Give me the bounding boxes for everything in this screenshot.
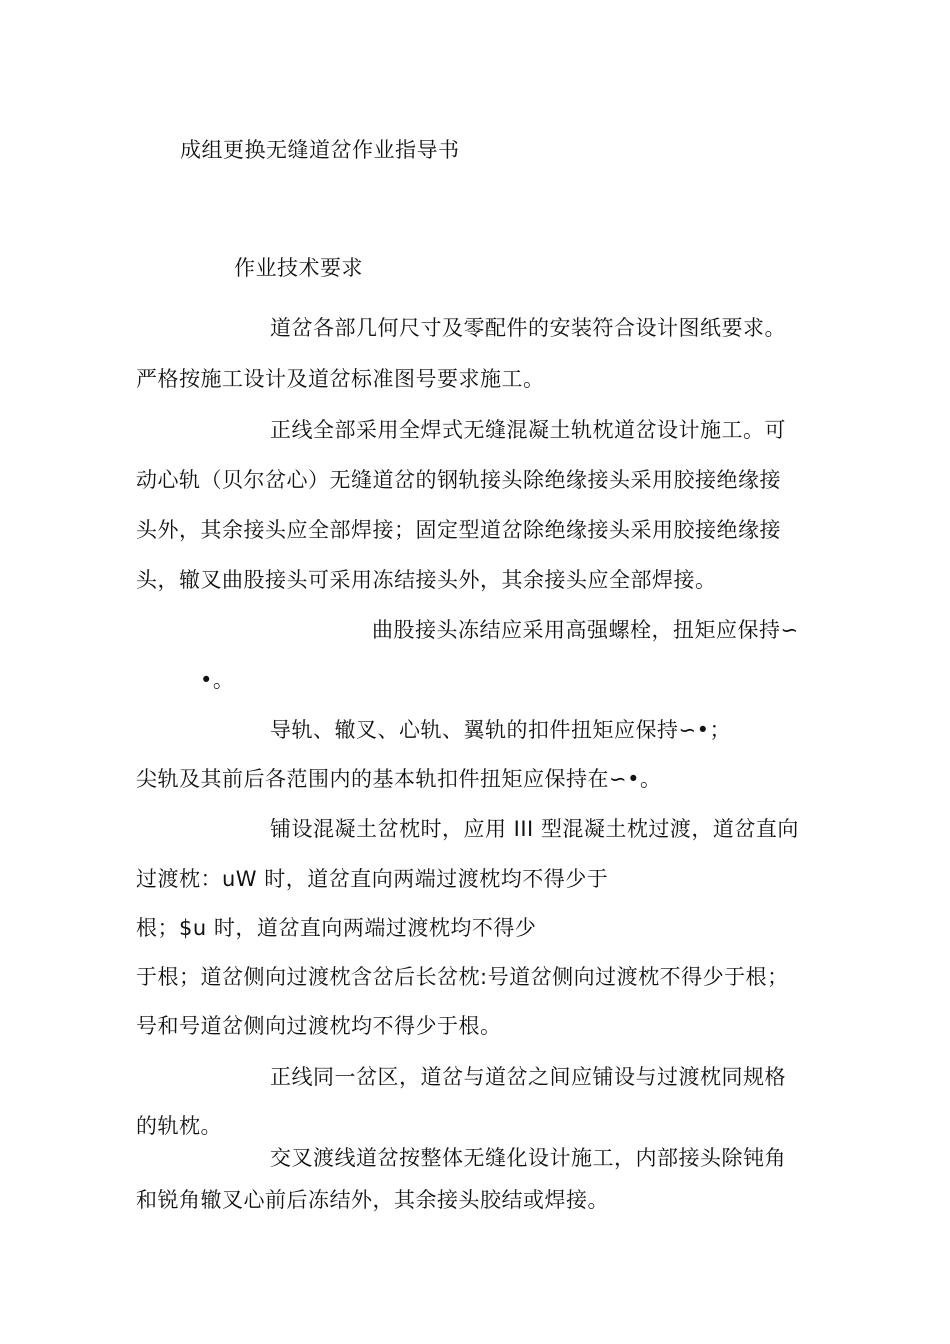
body-line: 于根；道岔侧向过渡枕含岔后长岔枕:号道岔侧向过渡枕不得少于根； — [136, 965, 789, 989]
document-title: 成组更换无缝道岔作业指导书 — [180, 138, 460, 162]
body-line: 尖轨及其前后各范围内的基本轨扣件扭矩应保持在∽•。 — [136, 767, 662, 791]
body-line: 动心轨（贝尔岔心）无缝道岔的钢轨接头除绝缘接头采用胶接绝缘接 — [136, 468, 781, 492]
body-line: 铺设混凝土岔枕时，应用 III 型混凝土枕过渡，道岔直向 — [270, 817, 799, 841]
body-line: 导轨、辙叉、心轨、翼轨的扣件扭矩应保持∽•； — [270, 718, 731, 742]
body-line: •。 — [200, 668, 235, 692]
body-line: 正线同一岔区，道岔与道岔之间应铺设与过渡枕同规格 — [270, 1065, 786, 1089]
body-line: 号和号道岔侧向过渡枕均不得少于根。 — [136, 1014, 502, 1038]
body-line: 严格按施工设计及道岔标准图号要求施工。 — [136, 367, 545, 391]
body-line: 正线全部采用全焊式无缝混凝土轨枕道岔设计施工。可 — [270, 418, 786, 442]
body-line: 头，辙叉曲股接头可采用冻结接头外，其余接头应全部焊接。 — [136, 568, 717, 592]
section-heading: 作业技术要求 — [234, 256, 363, 280]
body-line: 和锐角辙叉心前后冻结外，其余接头胶结或焊接。 — [136, 1188, 609, 1212]
body-line: 头外，其余接头应全部焊接；固定型道岔除绝缘接头采用胶接绝缘接 — [136, 518, 781, 542]
body-line: 道岔各部几何尺寸及零配件的安装符合设计图纸要求。 — [270, 316, 786, 340]
body-line: 过渡枕：uW 时，道岔直向两端过渡枕均不得少于 — [136, 867, 609, 891]
body-line: 曲股接头冻结应采用高强螺栓，扭矩应保持∽ — [372, 618, 799, 642]
body-line: 根；$u 时，道岔直向两端过渡枕均不得少 — [136, 916, 537, 940]
body-line: 交叉渡线道岔按整体无缝化设计施工，内部接头除钝角 — [270, 1146, 786, 1170]
body-line: 的轨枕。 — [136, 1114, 222, 1138]
